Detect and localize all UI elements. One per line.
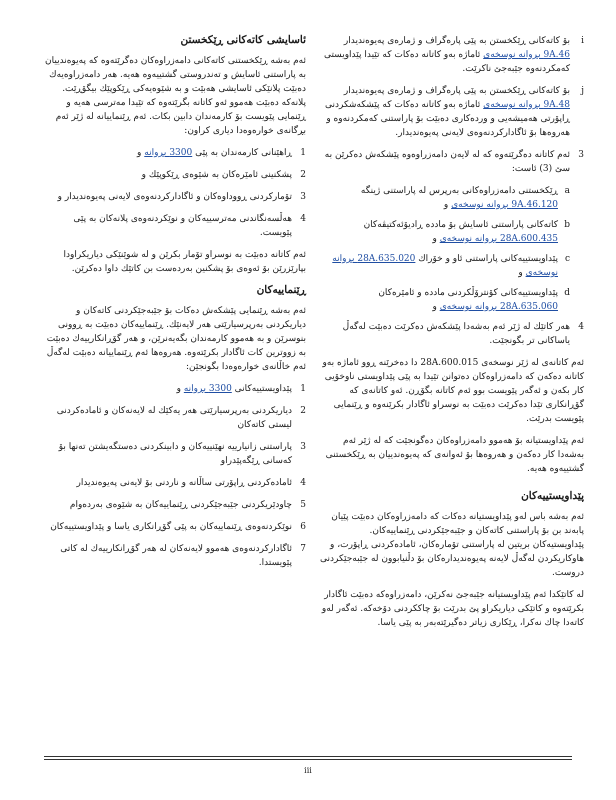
statute-link[interactable]: 28A.600.435 بڕوانە نوسخەی xyxy=(439,234,558,244)
item-text: هەڵسەنگاندنی مەترسییەكان و نوێكردنەوەی پلانەكان بە پێی پێویست. xyxy=(73,214,292,238)
item-number: 4 xyxy=(300,478,306,488)
section-heading: پێداویستییەكان xyxy=(521,490,584,502)
sub-item-label: b xyxy=(564,220,570,230)
section-heading: ڕێنماییەكان xyxy=(256,284,306,296)
sub-item xyxy=(318,286,570,314)
item-number: 7 xyxy=(300,544,306,554)
statute-link[interactable]: 9A.48 بڕوانە نوسخەی xyxy=(483,100,570,110)
body-paragraph: ئەم بەشە ڕێكخستنی كاتەكانی دامەزراوەكان دەگرێتەوە كە پەیوەندییان بە پاراستنی ئاسایش و تەندروستی گشتییەوە هەیە. هەر دامەزراوەیەك دەبێت پلانێكی ئاسایشی هەبێت و بە شێوەیەكی ڕێكوپێك بیگۆڕێت. پلانەكە دەبێت هەموو ئەو كاتانە بگرێتەوە كە تێیدا مەترسی هەیە و ڕێنمایی پێویست بۆ كارمەندان دابین بكات. ئەم ڕێنماییانە لە ژێر ئەم بڕگانەی خوارەوەدا دیاری كراون: xyxy=(45,56,306,136)
item-text-tail: و xyxy=(176,384,184,394)
right-column xyxy=(318,34,584,638)
item-text: نوێكردنەوەی ڕێنماییەكان بە پێی گۆڕانكاری یاسا و پێداویستییەكان xyxy=(50,522,292,532)
sub-item-label: c xyxy=(564,254,570,264)
item-text: پشكنینی ئامێرەكان بە شێوەی ڕێكوپێك و xyxy=(141,170,292,180)
statute-link[interactable]: 3300 بڕوانە xyxy=(183,384,232,394)
list-item xyxy=(318,34,584,76)
list-item xyxy=(44,404,306,432)
numbered-list xyxy=(44,382,306,570)
item-number: j xyxy=(581,86,584,96)
statute-link[interactable]: 3300 بڕوانە xyxy=(144,148,193,158)
list-item xyxy=(44,146,306,160)
statute-link[interactable]: 28A.635.020 بڕوانە نوسخەی xyxy=(332,254,558,278)
item-text: هەر كاتێك لە ژێر ئەم بەشەدا پێشكەش دەكرێت دەبێت لەگەڵ یاساكانی تر بگونجێت. xyxy=(342,322,570,346)
list-item xyxy=(44,542,306,570)
item-number: 5 xyxy=(300,500,306,510)
body-paragraph: ئەم كاتانە دەبێت بە نوسراو تۆمار بكرێن و لە شوێنێكی دیاریكراودا بپارێزرێن بۆ ئەوەی بۆ پشكنین بەردەست بن كاتێك داوا دەكرێن. xyxy=(63,250,306,274)
item-text-tail: و xyxy=(137,148,145,158)
item-text: بۆ كاتەكانی ڕێكخستن بە پێی پارەگراف و ژمارەی پەیوەندیدار xyxy=(343,86,570,96)
item-text: پێداویستییەكانی xyxy=(231,384,292,394)
statute-link[interactable]: 9A.46.120 بڕوانە نوسخەی xyxy=(451,200,558,210)
item-number: 4 xyxy=(300,214,306,224)
sub-item-text: كاتەكانی پاراستنی ئاسایش بۆ ماددە ڕادیۆئەكتیڤەكان xyxy=(363,220,558,230)
item-text: ئامادەكردنی ڕاپۆرتی ساڵانە و ناردنی بۆ لایەنی پەیوەندیدار xyxy=(76,478,292,488)
sub-item-text: پێداویستییەكانی پاراستنی ئاو و خۆراك xyxy=(415,254,558,264)
statute-link[interactable]: 9A.46 بڕوانە نوسخەی xyxy=(483,50,570,60)
statute-link[interactable]: 28A.635.060 بڕوانە نوسخەی xyxy=(439,302,558,312)
footer-rule xyxy=(44,759,572,760)
list-item xyxy=(318,320,584,348)
sub-item-text: ڕێكخستنی دامەزراوەكانی بەرپرس لە پاراستنی ژینگە xyxy=(360,186,558,196)
item-number: 3 xyxy=(300,192,306,202)
item-number: 3 xyxy=(300,442,306,452)
item-number: 2 xyxy=(300,170,306,180)
item-number: 1 xyxy=(300,148,306,158)
body-paragraph: لە كاتێكدا ئەم پێداویستیانە جێبەجێ نەكرێن، دامەزراوەكە دەبێت ئاگادار بكرێتەوە و كاتێكی دیاریكراو پێ بدرێت بۆ چاككردنی دۆخەكە. ئەگەر لەو كاتەدا چاك نەكرا، ڕێكاری زیاتر دەگیرێتەبەر بە پێی یاسا. xyxy=(321,590,584,628)
sub-item xyxy=(318,184,570,212)
list-item xyxy=(44,520,306,534)
item-number: 6 xyxy=(300,522,306,532)
sub-item-text: پێداویستییەكانی كۆنترۆڵكردنی ماددە و ئامێرەكان xyxy=(378,288,558,298)
item-number: 4 xyxy=(578,322,584,332)
sub-item-label: a xyxy=(564,186,570,196)
page-number: iii xyxy=(304,766,312,775)
body-paragraph: ئەم بەشە باس لەو پێداویستیانە دەكات كە دامەزراوەكان دەبێت پێیان پابەند بن بۆ پاراستنی كاتەكان و جێبەجێكردنی ڕێنماییەكان. پێداویستیەكان بریتین لە پاراستنی تۆمارەكان، ئامادەكردنی ڕاپۆرت، و هاوكاریكردن لەگەڵ لایەنە پەیوەندیدارەكان بۆ دڵنیابوون لە جێبەجێكردنی دروست. xyxy=(320,512,584,578)
list-item xyxy=(44,168,306,182)
item-text-tail: ئاماژە بەو كاتانە دەكات كە پێشكەشكردنی ڕاپۆرتی هەمیشەیی و وردەكاری دەبێت بۆ پاراستنی كەمكردنەوە و هەروەها بۆ ئاگاداركردنەوەی لایەنی پەیوەندیدار. xyxy=(324,100,570,138)
item-number: 1 xyxy=(300,384,306,394)
body-paragraph: ئەم پێداویستیانە بۆ هەموو دامەزراوەكان دەگونجێت كە لە ژێر ئەم بەشەدا كار دەكەن و هەروەها بۆ ئەوانەی كە پەیوەندییان بە ڕێكخستنی گشتییەوە هەیە. xyxy=(325,436,584,474)
item-text: چاودێریكردنی جێبەجێكردنی ڕێنماییەكان بە شێوەی بەردەوام xyxy=(69,500,292,510)
item-text: بۆ كاتەكانی ڕێكخستن بە پێی پارەگراف و ژمارەی پەیوەندیدار xyxy=(343,36,570,46)
body-paragraph: ئەم بەشە ڕێنمایی پێشكەش دەكات بۆ جێبەجێكردنی كاتەكان و دیاریكردنی بەرپرسیارێتی هەر لایەنێك. ڕێنماییەكان دەبێت بە ڕوونی بنوسرێن و بە هەموو كارمەندان بگەیەنرێن، و هەر گۆڕانكارییەك دەبێت بە زووترین كات ئاگادار بكرێتەوە. هەروەها ئەم ڕێنماییانە دەبێت لەگەڵ ئەم خاڵانەی خوارەوەدا بگونجێن: xyxy=(46,306,306,372)
sub-item-tail: و xyxy=(443,200,452,210)
list-item xyxy=(318,148,584,176)
item-text: ئاگاداركردنەوەی هەموو لایەنەكان لە هەر گۆڕانكارییەك لە كاتی پێویستدا. xyxy=(60,544,292,568)
list-item xyxy=(44,382,306,396)
list-item xyxy=(44,190,306,204)
list-item xyxy=(44,212,306,240)
sub-item-tail: و xyxy=(518,268,526,278)
item-text-tail: ئاماژە بەو كاتانە دەكات كە تێیدا پێداویستی كەمكردنەوە جێبەجێ ناكرێت. xyxy=(323,50,570,74)
list-item xyxy=(44,440,306,468)
item-text: تۆماركردنی ڕووداوەكان و ئاگاداركردنەوەی لایەنی پەیوەندیدار و xyxy=(57,192,292,202)
sub-item xyxy=(318,218,570,246)
item-number: 3 xyxy=(578,150,584,160)
item-text: پاراستنی زانیارییە نهێنییەكان و دابینكردنی دەستگەیشتن تەنها بۆ كەسانی ڕێگەپێدراو xyxy=(58,442,292,466)
item-text: ئەم كاتانە دەگرێتەوە كە لە لایەن دامەزراوەوە پێشكەش دەكرێن بە سێ (3) ئاست: xyxy=(324,150,570,174)
item-text: ڕاهێنانی كارمەندان بە پێی xyxy=(192,148,292,158)
section-heading: ئاسایشی كاتەكانی ڕێكخستن xyxy=(180,34,306,46)
footer-rule xyxy=(44,756,572,757)
item-number: 2 xyxy=(300,406,306,416)
item-text: دیاریكردنی بەرپرسیارێتی هەر یەكێك لە لایەنەكان و ئامادەكردنی لیستی كاتەكان xyxy=(56,406,292,430)
sub-list xyxy=(318,184,584,314)
sub-item xyxy=(318,252,570,280)
sub-item-label: d xyxy=(564,288,570,298)
list-item xyxy=(44,476,306,490)
list-item xyxy=(44,498,306,512)
sub-item-tail: و xyxy=(432,234,440,244)
list-item xyxy=(318,84,584,140)
numbered-list xyxy=(44,146,306,240)
sub-item-tail: و xyxy=(432,302,440,312)
item-number: i xyxy=(581,36,584,46)
left-column xyxy=(44,34,306,578)
body-paragraph: ئەم كاتانەی لە ژێر نوسخەی 28A.600.015 دا دەخرێنە ڕوو ئاماژە بەو كاتانە دەكەن كە دامەزراوەكان دەتوانن تێیدا بە پێی پێداویستی ناوخۆیی كار بكەن و ئەگەر پێویست بوو ئەم كاتانە بگۆڕن. ئەو كاتانەی كە گۆڕانكاری تێدا دەكرێت دەبێت بە نوسراو ئاگادار بكرێنەوە و ڕێنمایی پێویست بدرێت. xyxy=(322,358,584,424)
